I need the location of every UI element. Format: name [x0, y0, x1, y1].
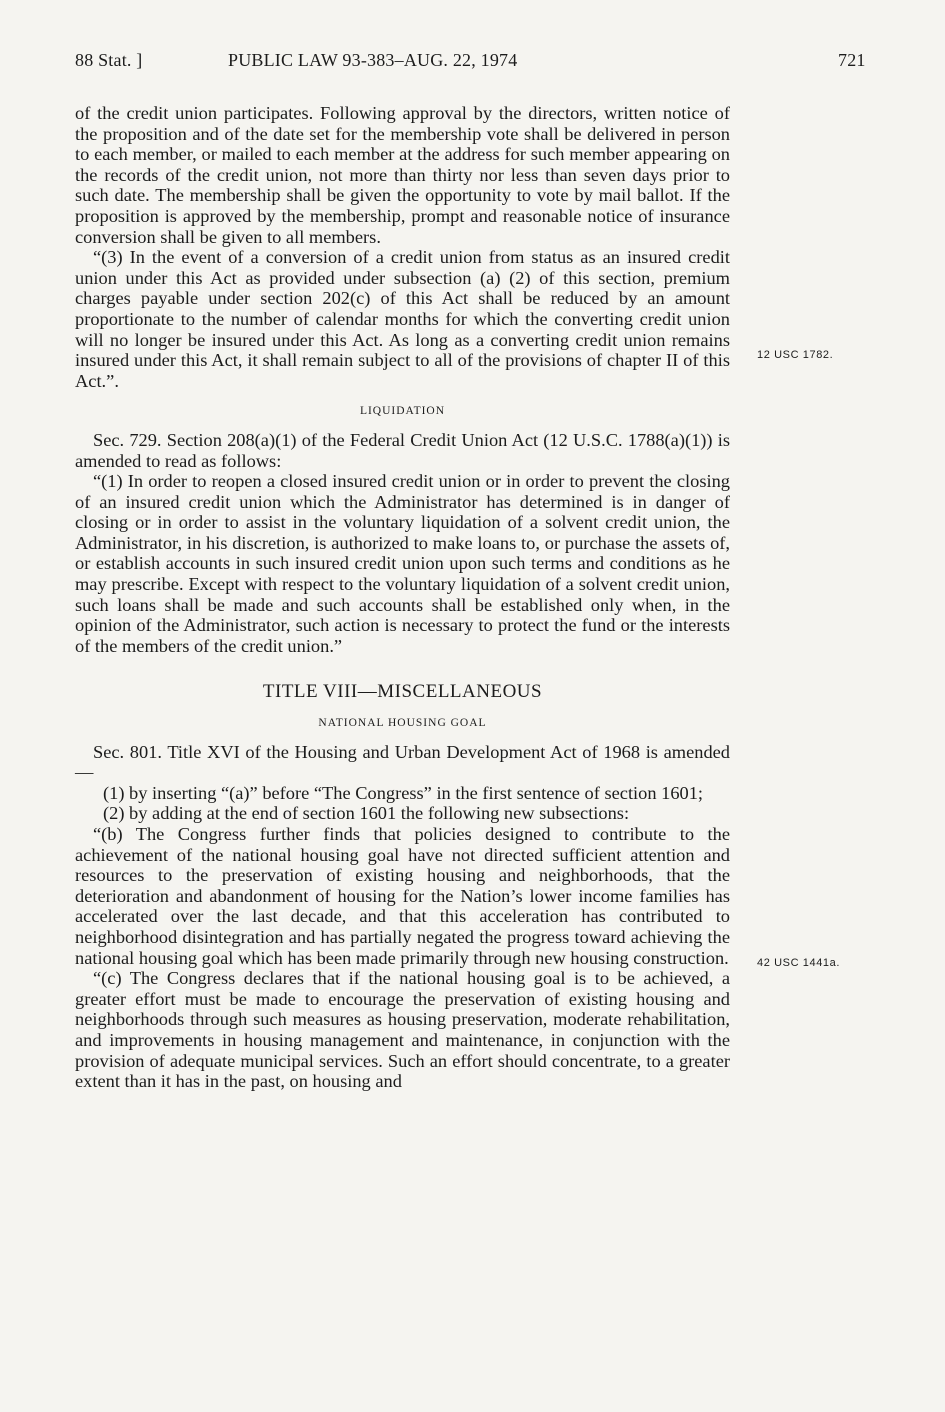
- paragraph-subsection-c: “(c) The Congress declares that if the national housing goal is to be achieved, a greater effort must be made to encourage the preservation of existing housing and neighborhoods through such measures as housing preservation, moderate rehabilitation, and improvements in housing management and maintenance, in conjunction with the provision of adequate municipal services. Such an effort should concentrate, to a greater extent than it has in the past, on housing and: [75, 968, 730, 1092]
- liquidation-heading: LIQUIDATION: [359, 405, 446, 418]
- statute-reference: 88 Stat. ]: [75, 50, 143, 70]
- page-header-title: PUBLIC LAW 93-383–AUG. 22, 1974: [228, 50, 518, 70]
- paragraph-sec-801: Sec. 801. Title XVI of the Housing and Urban Development Act of 1968 is amended—: [75, 741, 730, 783]
- paragraph-reopen-credit-union: “(1) In order to reopen a closed insured credit union or in order to prevent the closing of an insured credit union which the Administrator has determined is in danger of closing or in order to assist in the voluntary liquidation of a solvent credit union, the Administrator, in his discretion, is authorized to make loans to, or purchase the assets of, or establish accounts in such insured credit union upon such terms and conditions as he may prescribe. Except with respect to the voluntary liquidation of a solvent credit union, such loans shall be made and such accounts shall be established only when, in the opinion of the Administrator, such action is necessary to protect the fund or the interests of the members of the credit union.”: [75, 471, 730, 656]
- paragraph-item-1: (1) by inserting “(a)” before “The Congress” in the first sentence of section 1601;: [103, 782, 704, 803]
- paragraph-conversion: “(3) In the event of a conversion of a credit union from status as an insured credit union under this Act as provided under subsection (a) (2) of this section, premium charges payable under section 202(c) of this Act shall be reduced by an amount proportionate to the number of calendar months for which the converting credit union will no longer be insured under this Act. As long as a converting credit union remains insured under this Act, it shall remain subject to all of the provisions of chapter II of this Act.”.: [75, 247, 730, 391]
- paragraph-sec-729: Sec. 729. Section 208(a)(1) of the Federal Credit Union Act (12 U.S.C. 1788(a)(1)) is amended to read as follows:: [75, 429, 730, 471]
- margin-citation-12-usc: 12 USC 1782.: [757, 349, 834, 361]
- margin-citation-42-usc: 42 USC 1441a.: [757, 957, 841, 969]
- national-housing-goal-heading: NATIONAL HOUSING GOAL: [318, 717, 487, 730]
- paragraph-credit-union-vote: of the credit union participates. Following approval by the directors, written notice of the proposition and of the date set for the membership vote shall be delivered in person to each member, or mailed to each member at the address for such member appearing on the records of the credit union, not more than thirty nor less than seven days prior to such date. The membership shall be given the opportunity to vote by mail ballot. If the proposition is approved by the membership, prompt and reasonable notice of insurance conversion shall be given to all members.: [75, 103, 730, 247]
- body-text: [75, 103, 730, 1092]
- title-viii-heading: TITLE VIII—MISCELLANEOUS: [262, 681, 543, 703]
- paragraph-subsection-b: “(b) The Congress further finds that policies designed to contribute to the achievement of the national housing goal have not directed sufficient attention and resources to the preservation of existing housing and neighborhoods, that the deterioration and abandonment of housing for the Nation’s lower income families has accelerated over the last decade, and that this acceleration has contributed to neighborhood disintegration and has partially negated the progress toward achieving the national housing goal which has been made primarily through new housing construction.: [75, 824, 730, 968]
- paragraph-item-2: (2) by adding at the end of section 1601 the following new subsections:: [103, 803, 630, 824]
- page-number: 721: [838, 50, 866, 70]
